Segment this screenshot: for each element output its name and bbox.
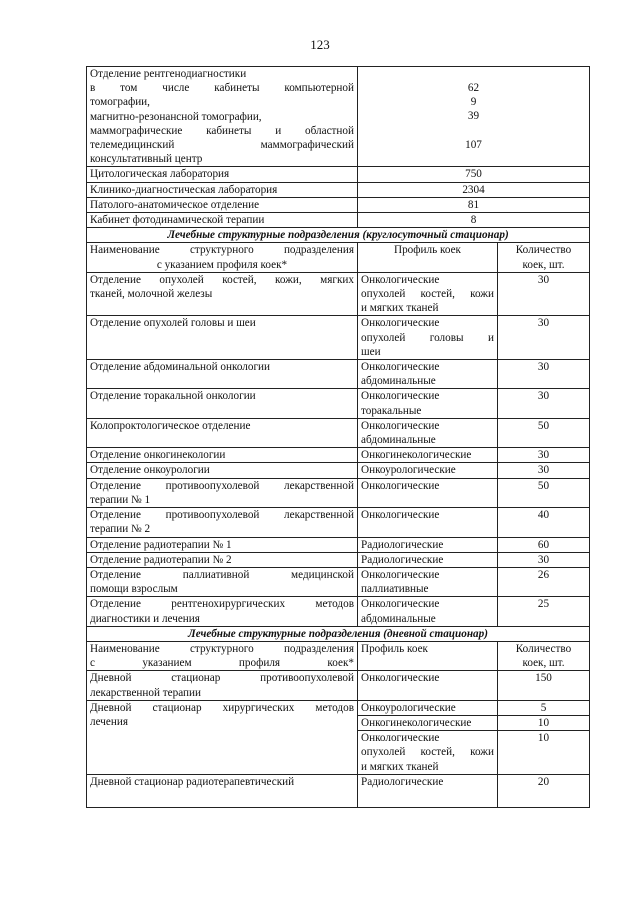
unit-name-cell: Цитологическая лаборатория — [87, 167, 358, 182]
bed-count-cell: 20 — [498, 774, 590, 807]
table-row — [87, 463, 590, 478]
cell-line: телемедицинский маммографический — [90, 139, 354, 152]
cell-line: Отделение онкоурологии — [90, 464, 210, 477]
bed-profile-cell — [358, 360, 498, 389]
cell-line: абдоминальные — [361, 612, 436, 625]
table-row — [87, 316, 590, 360]
bed-profile-cell — [358, 715, 498, 730]
table-row — [87, 508, 590, 537]
bed-profile-cell — [358, 774, 498, 807]
unit-name-cell — [87, 272, 358, 316]
cell-line: шеи — [361, 345, 381, 358]
cell-line: Онкологические — [361, 419, 440, 432]
cell-line: лечения — [90, 715, 128, 728]
bed-profile-cell — [358, 671, 498, 700]
cell-line: Наименование структурного подразделения — [90, 244, 354, 257]
cell-line: и мягких тканей — [361, 302, 439, 315]
cell-line: Наименование структурного подразделения — [90, 642, 354, 655]
unit-value-cell: 81 — [358, 197, 590, 212]
cell-line: с указанием профиля коек* — [156, 258, 288, 271]
bed-profile-cell — [358, 316, 498, 360]
bed-profile-cell — [358, 418, 498, 447]
cell-line: Онкологические — [361, 672, 440, 685]
section-title-row — [87, 626, 590, 641]
table-row — [87, 537, 590, 552]
header-name-cell — [87, 243, 358, 272]
cell-line: Количество — [515, 244, 572, 257]
bed-count-cell: 30 — [498, 360, 590, 389]
cell-line: Дневной стационар хирургических методов — [90, 701, 354, 714]
header-count-cell — [498, 641, 590, 670]
unit-value-cell: 8 — [358, 213, 590, 228]
table-row — [87, 182, 590, 197]
table-row — [87, 167, 590, 182]
unit-name-cell: Кабинет фотодинамической терапии — [87, 213, 358, 228]
table-row — [87, 448, 590, 463]
table-row — [87, 774, 590, 807]
cell-line: диагностики и лечения — [90, 612, 200, 625]
cell-line: Онкологические — [361, 598, 440, 611]
cell-line: паллиативные — [361, 583, 429, 596]
table-row — [87, 671, 590, 700]
bed-count-cell: 40 — [498, 508, 590, 537]
header-name-cell — [87, 641, 358, 670]
unit-name-cell — [87, 552, 358, 567]
cell-line: Дневной стационар противоопухолевой — [90, 672, 354, 685]
section-title-round-clock: Лечебные структурные подразделения (круглосуточный стационар) — [87, 228, 590, 243]
table-row — [87, 389, 590, 418]
bed-profile-cell — [358, 567, 498, 596]
unit-name-cell — [87, 316, 358, 360]
cell-line: с указанием профиля коек* — [90, 657, 354, 670]
bed-count-cell: 26 — [498, 567, 590, 596]
cell-line: в том числе кабинеты компьютерной — [90, 82, 354, 95]
cell-line: опухолей костей, кожи — [361, 746, 494, 759]
table-row — [87, 597, 590, 626]
cell-line: коек, шт. — [522, 657, 565, 670]
cell-line: Онкологические — [361, 568, 440, 581]
cell-line: Отделение абдоминальной онкологии — [90, 361, 271, 374]
bed-count-cell: 50 — [498, 418, 590, 447]
table-row — [87, 197, 590, 212]
table-row — [87, 478, 590, 507]
bed-profile-cell — [358, 508, 498, 537]
unit-name-cell — [87, 448, 358, 463]
xray-value: 107 — [465, 138, 482, 151]
cell-line: торакальные — [361, 404, 422, 417]
xray-value: 62 — [467, 82, 480, 94]
unit-name-cell — [87, 700, 358, 774]
cell-line: Отделение противоопухолевой лекарственной — [90, 479, 354, 492]
cell-line: Онкогинекологические — [361, 449, 472, 462]
bed-count-cell: 10 — [498, 715, 590, 730]
cell-line: и мягких тканей — [361, 760, 439, 773]
bed-count-cell: 30 — [498, 389, 590, 418]
cell-line: коек, шт. — [522, 258, 565, 271]
cell-line: Онкогинекологические — [361, 716, 472, 729]
header-row — [87, 243, 590, 272]
cell-line: консультативный центр — [90, 153, 203, 166]
cell-line: Дневной стационар радиотерапевтический — [90, 775, 295, 788]
table-row — [87, 272, 590, 316]
unit-name-cell — [87, 567, 358, 596]
cell-line: Количество — [515, 642, 572, 655]
cell-line: Радиологические — [361, 538, 444, 551]
bed-profile-cell — [358, 448, 498, 463]
bed-profile-cell — [358, 389, 498, 418]
cell-line: Отделение рентгенодиагностики — [90, 68, 247, 80]
cell-line: Отделение рентгенохирургических методов — [90, 598, 354, 611]
cell-line: лекарственной терапии — [90, 686, 201, 699]
table-row — [87, 418, 590, 447]
header-count-cell — [498, 243, 590, 272]
cell-line: Онкологические — [361, 317, 440, 330]
cell-line: Онкологические — [361, 361, 440, 374]
unit-name-cell — [87, 360, 358, 389]
cell-line: Отделение торакальной онкологии — [90, 390, 256, 403]
cell-line: Онкологические — [361, 390, 440, 403]
cell-line: Колопроктологическое отделение — [90, 419, 251, 432]
bed-profile-cell — [358, 537, 498, 552]
bed-count-cell: 30 — [498, 552, 590, 567]
cell-line: Отделение радиотерапии № 1 — [90, 538, 232, 551]
table-row — [87, 213, 590, 228]
xray-value: 9 — [470, 96, 477, 109]
bed-count-cell: 30 — [498, 316, 590, 360]
unit-value-cell: 750 — [358, 167, 590, 182]
cell-line: Отделение онкогинекологии — [90, 449, 226, 462]
cell-line: Радиологические — [361, 775, 444, 788]
unit-name-cell — [87, 537, 358, 552]
cell-line: абдоминальные — [361, 434, 436, 447]
cell-line: терапии № 1 — [90, 493, 151, 506]
unit-name-cell — [87, 508, 358, 537]
cell-line: Отделение паллиативной медицинской — [90, 568, 354, 581]
cell-line: Онкоурологические — [361, 701, 456, 714]
bed-profile-cell — [358, 463, 498, 478]
cell-line: Онкологические — [361, 732, 440, 745]
cell-line: Онкологические — [361, 509, 440, 522]
bed-count-cell: 150 — [498, 671, 590, 700]
cell-line: Отделение опухолей костей, кожи, мягких — [90, 273, 354, 286]
cell-line: тканей, молочной железы — [90, 288, 213, 301]
cell-line: терапии № 2 — [90, 523, 151, 536]
section-title-row — [87, 228, 590, 243]
cell-line: Отделение радиотерапии № 2 — [90, 553, 232, 566]
cell-line: маммографические кабинеты и областной — [90, 124, 354, 137]
bed-profile-cell — [358, 552, 498, 567]
cell-line: Отделение противоопухолевой лекарственной — [90, 509, 354, 522]
cell-line: Отделение опухолей головы и шеи — [90, 317, 256, 330]
bed-profile-cell — [358, 478, 498, 507]
unit-name-cell — [87, 671, 358, 700]
bed-count-cell: 30 — [498, 272, 590, 316]
cell-line: магнитно-резонансной томографии, — [90, 110, 262, 123]
xray-name-cell — [87, 67, 358, 167]
header-profile-cell: Профиль коек — [358, 243, 498, 272]
cell-line: абдоминальные — [361, 375, 436, 388]
cell-line: опухолей головы и — [361, 331, 494, 344]
bed-count-cell: 50 — [498, 478, 590, 507]
unit-name-cell — [87, 389, 358, 418]
table-row — [87, 360, 590, 389]
cell-line: Радиологические — [361, 553, 444, 566]
cell-line: Онкологические — [361, 273, 440, 286]
unit-value-cell: 2304 — [358, 182, 590, 197]
unit-name-cell: Клинико-диагностическая лаборатория — [87, 182, 358, 197]
cell-line: томографии, — [90, 96, 150, 109]
unit-name-cell — [87, 418, 358, 447]
cell-line: опухолей костей, кожи — [361, 288, 494, 301]
unit-name-cell — [87, 478, 358, 507]
bed-count-cell: 60 — [498, 537, 590, 552]
table-row — [87, 700, 590, 715]
bed-count-cell: 30 — [498, 463, 590, 478]
bed-profile-cell — [358, 597, 498, 626]
xray-values-cell — [358, 67, 590, 167]
header-profile-cell: Профиль коек — [358, 641, 498, 670]
unit-name-cell — [87, 774, 358, 807]
unit-name-cell: Патолого-анатомическое отделение — [87, 197, 358, 212]
unit-name-cell — [87, 597, 358, 626]
spacer — [361, 67, 586, 81]
page-number: 123 — [310, 37, 330, 52]
header-row — [87, 641, 590, 670]
spacer — [361, 124, 586, 138]
table-row — [87, 67, 590, 167]
xray-value: 39 — [467, 110, 480, 123]
section-title-day-hospital: Лечебные структурные подразделения (дневной стационар) — [87, 626, 590, 641]
bed-count-cell: 25 — [498, 597, 590, 626]
structure-table — [86, 66, 590, 808]
unit-name-cell — [87, 463, 358, 478]
table-row — [87, 567, 590, 596]
bed-profile-cell — [358, 700, 498, 715]
bed-count-cell: 30 — [498, 448, 590, 463]
cell-line: Онкологические — [361, 479, 440, 492]
table-row — [87, 552, 590, 567]
bed-profile-cell — [358, 272, 498, 316]
bed-profile-cell — [358, 731, 498, 775]
bed-count-cell: 10 — [498, 731, 590, 775]
cell-line: помощи взрослым — [90, 583, 178, 596]
cell-line: Онкоурологические — [361, 464, 456, 477]
bed-count-cell: 5 — [498, 700, 590, 715]
